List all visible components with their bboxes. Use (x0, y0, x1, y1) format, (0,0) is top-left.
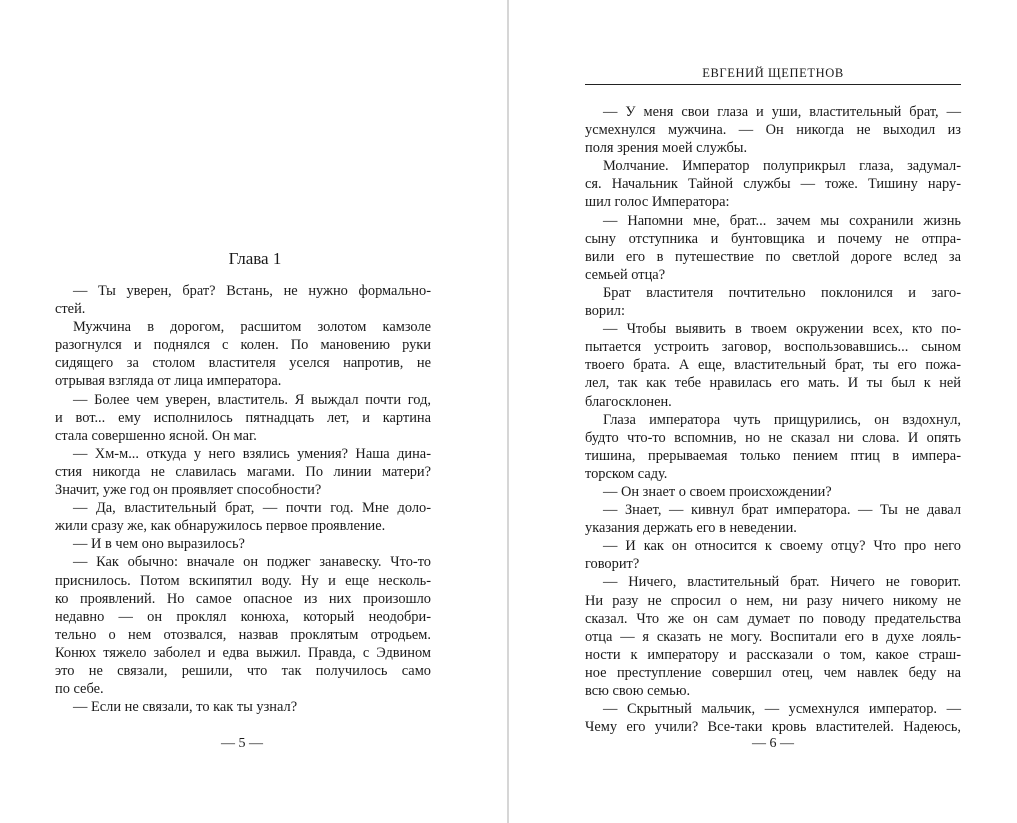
text-line: жили сразу же, как обнаружилось первое проявление. (55, 518, 386, 535)
text-line: вили его в путешествие по светлой дороге вслед за (585, 248, 961, 265)
text-line: всю свою семью. (585, 683, 691, 699)
text-line: твоего брата. А еще, властительный брат, ты его пожа- (585, 357, 961, 374)
text-line: отрывая взгляда от лица императора. (55, 373, 282, 390)
chapter-title: Глава 1 (228, 249, 282, 268)
text-line: — У меня свои глаза и уши, властительный брат, — (603, 104, 961, 120)
text-line: ворил: (585, 303, 625, 320)
text-line: — Скрытный мальчик, — усмехнулся император. — (603, 701, 961, 718)
text-line: стала совершенно ясной. Он маг. (55, 427, 257, 444)
right-page (509, 0, 1017, 823)
text-line: — И в чем оно выразилось? (73, 536, 245, 553)
running-head-rule (585, 84, 961, 85)
text-line: — Он знает о своем происхождении? (603, 483, 832, 500)
text-line: будто что-то вспомнив, но не сказал ни слова. И опять (585, 429, 961, 446)
text-line: — Чтобы выявить в твоем окружении всех, кто по- (603, 321, 961, 338)
text-line: по себе. (55, 681, 104, 698)
text-line: тельно о нем отозвался, назвав проклятым отродьем. (55, 626, 431, 643)
text-line: тишина, прерываемая только пением птиц в импера- (585, 447, 961, 464)
text-line: пытается устроить заговор, воспользовавшись... сыном (585, 339, 961, 356)
text-line: сказал. Что же он сам думает по поводу предательства (585, 610, 961, 627)
text-line: Конюх тяжело заболел и едва выжил. Правда, с Эдвином (55, 644, 431, 661)
text-line: Молчание. Император полуприкрыл глаза, задумал- (603, 158, 961, 175)
text-line: — Как обычно: вначале он поджег занавеску. Что-то (73, 554, 431, 571)
text-line: — Ты уверен, брат? Встань, не нужно формально- (73, 283, 431, 299)
text-line: сыну отступника и бунтовщика и почему не отпра- (585, 230, 961, 247)
text-line: — Напомни мне, брат... зачем мы сохранили жизнь (603, 212, 961, 229)
text-line: — Знает, — кивнул брат императора. — Ты не давал (603, 502, 961, 519)
text-line: Глаза императора чуть прищурились, он вздохнул, (603, 411, 961, 428)
text-line: недавно — он проклял конюха, который неодобри- (55, 608, 431, 625)
text-line: Ни разу не спросил о нем, ни разу ничего никому не (585, 592, 961, 609)
text-line: сидящего за столом властителя уселся напротив, не (55, 355, 431, 372)
right-page-text (585, 103, 961, 736)
text-line: ности к императору и рассказали о том, какое страш- (585, 646, 961, 663)
text-line: ко проявлений. Но самое опасное из них произошло (55, 590, 431, 607)
text-line: — Да, властительный брат, — почти год. Мне доло- (73, 500, 431, 517)
text-line: — Более чем уверен, властитель. Я выждал почти год, (73, 391, 431, 408)
text-line: Значит, уже год он проявляет способности? (55, 482, 322, 499)
text-line: семьей отца? (585, 266, 666, 283)
left-page (0, 0, 508, 823)
text-line: отца — я сказать не могу. Воспитали его в духе лояль- (585, 628, 961, 645)
text-line: благосклонен. (585, 393, 672, 410)
text-line: разогнулся и поднялся с колен. По мановению руки (55, 337, 431, 354)
text-line: указания держать его в неведении. (585, 520, 797, 537)
text-line: это не связали, решили, что так получилось само (55, 662, 431, 679)
text-line: — Если не связали, то как ты узнал? (73, 699, 298, 716)
text-line: стия никогда не славилась магами. По линии матери? (55, 463, 431, 480)
text-line: Брат властителя почтительно поклонился и заго- (603, 284, 961, 301)
text-line: лел, так как тебе нравилась его мать. И ты был к ней (585, 375, 961, 392)
text-line: усмехнулся мужчина. — Он никогда не выходил из (585, 122, 961, 139)
text-line: стей. (55, 301, 86, 318)
text-line: — Хм-м... откуда у него взялись умения? Наша дина- (73, 445, 431, 462)
text-line: — Ничего, властительный брат. Ничего не говорит. (603, 574, 961, 591)
text-line: и вот... ему исполнилось пятнадцать лет, и картина (55, 409, 431, 426)
page-number-right: — 6 — (752, 736, 794, 751)
text-line: ся. Начальник Тайной службы — тоже. Тишину нару- (585, 176, 961, 193)
text-line: приснилось. Потом вскипятил воду. Ну и еще несколь- (55, 572, 431, 589)
text-line: говорит? (585, 556, 640, 573)
text-line: поля зрения моей службы. (585, 140, 748, 157)
text-line: Мужчина в дорогом, расшитом золотом камзоле (73, 319, 431, 336)
text-line: — И как он относится к своему отцу? Что про него (603, 538, 961, 555)
text-line: торском саду. (585, 465, 668, 482)
text-line: шил голос Императора: (585, 194, 730, 211)
left-page-text (55, 282, 431, 716)
page-number-left: — 5 — (221, 736, 263, 751)
running-head: ЕВГЕНИЙ ЩЕПЕТНОВ (702, 66, 844, 80)
text-line: ное преступление совершил отец, чем навлек беду на (585, 664, 961, 681)
text-line: Чему его учили? Все-таки кровь властителей. Надеюсь, (585, 719, 961, 736)
